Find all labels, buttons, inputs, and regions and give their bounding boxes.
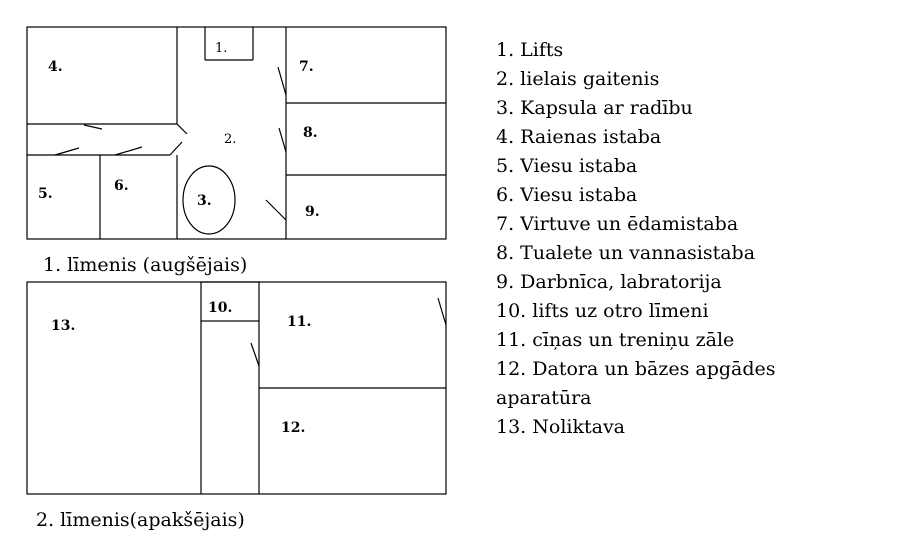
room-label-3: 3.: [197, 193, 212, 209]
legend-item: 11. cīņas un treniņu zāle: [496, 329, 735, 351]
room-label-11: 11.: [287, 314, 312, 330]
room-label-10: 10.: [208, 300, 233, 316]
legend-item: 5. Viesu istaba: [496, 155, 638, 177]
legend-item: 13. Noliktava: [496, 416, 626, 438]
floor-1-caption: 1. līmenis (augšējais): [43, 254, 248, 276]
legend-item: aparatūra: [496, 387, 592, 409]
floor-2-caption: 2. līmenis(apakšējais): [36, 509, 245, 531]
room-label-8: 8.: [303, 125, 318, 141]
legend-item: 4. Raienas istaba: [496, 126, 662, 148]
legend-item: 10. lifts uz otro līmeni: [496, 300, 709, 322]
room-label-12: 12.: [281, 420, 306, 436]
door: [438, 298, 446, 325]
door: [84, 125, 102, 129]
legend-item: 2. lielais gaitenis: [496, 68, 660, 90]
legend-item: 8. Tualete un vannasistaba: [496, 242, 756, 264]
door: [278, 67, 286, 95]
room-label-7: 7.: [299, 59, 314, 75]
wall: [177, 124, 187, 134]
legend-item: 7. Virtuve un ēdamistaba: [496, 213, 739, 235]
wall: [170, 142, 182, 155]
room-label-2: 2.: [224, 132, 237, 147]
room-label-1: 1.: [215, 41, 228, 56]
floor-1-outline: [27, 27, 446, 239]
room-label-4: 4.: [48, 59, 63, 75]
legend-item: 12. Datora un bāzes apgādes: [496, 358, 776, 380]
door: [115, 147, 142, 155]
room-legend: [496, 36, 896, 442]
legend-item: 3. Kapsula ar radību: [496, 97, 693, 119]
room-label-6: 6.: [114, 178, 129, 194]
room-label-5: 5.: [38, 186, 53, 202]
floor-2-plan: [27, 282, 446, 531]
room-label-9: 9.: [305, 204, 320, 220]
legend-item: 6. Viesu istaba: [496, 184, 638, 206]
floor-1-plan: [27, 27, 446, 276]
legend-item: 9. Darbnīca, labratorija: [496, 271, 722, 293]
room-label-13: 13.: [51, 318, 76, 334]
legend-item: 1. Lifts: [496, 39, 564, 61]
door: [55, 148, 79, 155]
door: [251, 343, 259, 366]
door: [279, 128, 286, 152]
door: [266, 200, 286, 220]
